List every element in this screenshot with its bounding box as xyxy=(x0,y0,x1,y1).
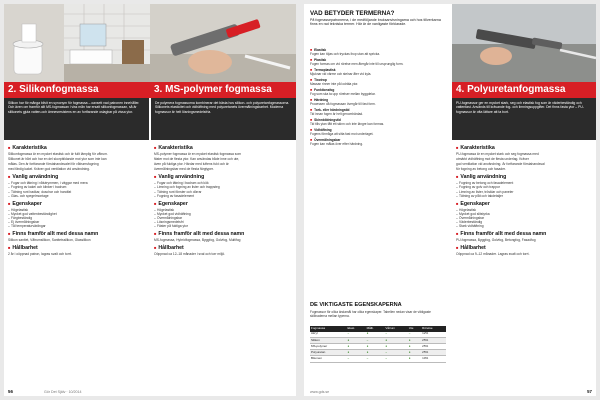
section-heading: ■ Hållbarhet xyxy=(8,244,145,252)
section-heading: ■ Karakteristika xyxy=(456,144,592,152)
bullet-item: – Fogning av kakel och klinker i badrum xyxy=(8,185,145,189)
panel4-intro: PU-fogmassor ger en mycket stark, seg och elastisk fog som är väderbeständig och vattenfast. Används till krävande fog- och limningsuppgifter. Det finns fasta ytor – PU-fogmassor är ofta lättare att ta bort. xyxy=(452,98,596,140)
body-line: Silikon sanitet, Våtrumsilikon, Sanitetssilikon, Glassilikon xyxy=(8,238,91,243)
table-cell: Akryl xyxy=(310,332,346,338)
panel2-intro: De polymera fogmassorna kombinerar det bästa hos silikon- och polyuretanfogmassorna. Silikonets elasticitet och vidhäftning med polyuretanets övermålningsbarhet. Moderna fogmassor är helt lösningsmedelsfria. xyxy=(151,98,296,140)
table-cell: 10% xyxy=(421,356,446,362)
table-header-cell: Fogmassa xyxy=(310,326,346,332)
table-cell: – xyxy=(384,332,407,338)
body-line: Oöppnad ca 12–18 månader i sval och torr miljö. xyxy=(154,252,226,257)
table-cell: ● xyxy=(346,350,365,356)
body-line: MS-polymer fogmassa är en mycket elastisk fogmassa som xyxy=(154,152,242,156)
bullet-item: – Fogning av fasadelement xyxy=(154,194,292,198)
panel2-heading: 3. MS-polymer fogmassa xyxy=(150,82,296,98)
table-cell: Silikon xyxy=(310,337,346,343)
bullet-item: – Högelastisk xyxy=(8,208,145,212)
glossary-definition: Massan rinner inte på lodräta ytor. xyxy=(310,82,359,86)
bullet-item: – Fogning av golv och trappor xyxy=(456,185,592,189)
bullet-item: – Ej övermålningsbar xyxy=(8,220,145,224)
table-header-cell: Elast. xyxy=(346,326,365,332)
table-cell: – xyxy=(346,356,365,362)
body-line: PU-fogmassa, Byggfog, Golvfog, Betongfog, Fasadfog xyxy=(456,238,536,243)
body-line: utmärkt vidhäftning mot de flesta underlag. Kräver xyxy=(456,157,529,162)
body-line: Oöppnad ca 9–12 månader. Lagras svalt och torrt. xyxy=(456,252,530,257)
body-line: målas. Den är fortfarande förstahandsvalet för våtrumsfogning xyxy=(8,162,99,167)
body-line: fäster mot de flesta ytor. Kan användas både inne och ute, xyxy=(154,157,240,162)
bullet-item: – Mycket god vattenbeständighet xyxy=(8,212,145,216)
bullet-item: – Lösningsmedelsfri xyxy=(154,220,292,224)
bullet-item: – Fogar och tätning i badrum och kök xyxy=(154,181,292,185)
glossary-term: ■ Övermålningsbar xyxy=(310,138,446,142)
table-cell: 12% xyxy=(421,332,446,338)
table-cell: ● xyxy=(346,337,365,343)
glossary-definition: Fogen kan töjas och tryckas ihop utan att spricka. xyxy=(310,52,380,56)
table-cell: ● xyxy=(408,343,421,349)
glossary-definition: Tid tills ytan fått ett skinn och inte längre kan formas. xyxy=(310,122,385,126)
bathroom-illustration xyxy=(4,4,150,86)
table-cell: ● xyxy=(384,337,407,343)
glossary-term: ■ Termoplastisk xyxy=(310,68,446,72)
glossary-term: ■ Plastisk xyxy=(310,58,446,62)
right-page xyxy=(304,4,596,396)
table-header-cell: Rörelse xyxy=(421,326,446,332)
table-cell: ● xyxy=(366,343,385,349)
section-heading: ■ Hållbarhet xyxy=(154,244,292,252)
section-heading: ■ Egenskaper xyxy=(8,200,145,208)
bullet-item: – Väderbeständig xyxy=(456,220,592,224)
section-heading: ■ Egenskaper xyxy=(456,200,592,208)
panel1-body xyxy=(8,142,145,386)
glossary-intro: På fogmassepatronerna, i de medföljande bruksanvisningarna och hos tillverkarna finns en rad tekniska termer. Här är de vanligaste förklarade. xyxy=(310,18,441,27)
bullet-item: – Mycket god vidhäftning xyxy=(154,212,292,216)
page-number-right: 57 xyxy=(587,389,592,394)
properties-table-intro: Fogmassor för olika ändamål har olika egenskaper. Tabellen nedan visar de viktigaste skillnaderna mellan typerna. xyxy=(310,310,431,318)
table-header-cell: Målb. xyxy=(366,326,385,332)
bathroom-photo xyxy=(4,4,150,86)
polyurethane-photo xyxy=(452,4,596,86)
bullet-item: – Övermålningsbar xyxy=(456,216,592,220)
page-number-left: 56 xyxy=(8,389,13,394)
panel4-heading: 4. Polyuretanfogmassa xyxy=(452,82,596,98)
caulking-gun-illustration xyxy=(150,4,296,86)
body-line: Silikonet är hårt och har en del skorpbildande mot ytor som inte kan xyxy=(8,157,107,162)
table-cell: ● xyxy=(366,350,385,356)
bullet-item: – Tätning av plåt och takdetaljer xyxy=(456,194,592,198)
glossary-column xyxy=(304,4,452,396)
glossary-term: ■ Tork- eller härdningstid xyxy=(310,108,446,112)
bullet-item: – Mycket god slitstyrka xyxy=(456,212,592,216)
body-line: Silikonfogmassa är en mycket elastisk och är fullt lämplig för våtrum. xyxy=(8,152,108,156)
body-line: MS-fogmassa, Hybridfogmassa, Byggfog, Golvfog, Multifog xyxy=(154,238,241,243)
table-cell: – xyxy=(384,350,407,356)
table-cell: – xyxy=(408,332,421,338)
glossary-definition: Mjuknar vid värme och stelnar åter vid kyla. xyxy=(310,72,372,76)
body-line: även på fuktiga ytor. Härdar med luftens fukt och är xyxy=(154,162,229,167)
section-heading: ■ Vanlig användning xyxy=(154,173,292,181)
glossary-definition: Processen då fogmassan övergår till fast form. xyxy=(310,102,376,106)
section-heading: ■ Hållbarhet xyxy=(456,244,592,252)
table-cell: Bitumen xyxy=(310,356,346,362)
table-cell: – xyxy=(366,337,385,343)
table-cell: 25% xyxy=(421,343,446,349)
table-row xyxy=(310,356,446,362)
panel4-body xyxy=(456,142,592,386)
glossary-term: ■ Elastisk xyxy=(310,48,446,52)
glossary-term: ■ Härdning xyxy=(310,98,446,102)
bullet-item: – Färgbeständig xyxy=(8,216,145,220)
table-header-cell: Våtrum xyxy=(384,326,407,332)
bullet-item: – Fogning av betong och fasadelement xyxy=(456,181,592,185)
bullet-item: – Limning och fogning av lister och trappsteg xyxy=(154,185,292,189)
polyurethane-illustration xyxy=(452,4,596,86)
section-heading: ■ Vanlig användning xyxy=(8,173,145,181)
bullet-item: – Tätning runt badkar, duschar och handfat xyxy=(8,190,145,194)
bullet-item: – Fogar och tätning i våtutrymmen, i väggar med mera xyxy=(8,181,145,185)
table-cell: ● xyxy=(346,343,365,349)
bullet-item: – Tätning runt fönster och dörrar xyxy=(154,190,292,194)
caulking-photo xyxy=(150,4,296,86)
table-cell: 25% xyxy=(421,337,446,343)
glossary-definition: Fogens förmåga att sitta fast mot underlaget. xyxy=(310,132,374,136)
glossary-term: ■ Funktionsfog xyxy=(310,88,446,92)
table-header-cell: Ute xyxy=(408,326,421,332)
table-cell: – xyxy=(346,332,365,338)
footer-right: www.gds.se xyxy=(310,390,330,394)
section-heading: ■ Karakteristika xyxy=(8,144,145,152)
table-cell: ● xyxy=(384,343,407,349)
table-cell: Polyuretan xyxy=(310,350,346,356)
body-line: för fogning av betong och fasader. xyxy=(456,167,506,172)
body-line: 2 år i oöppnad patron, lagras svalt och torrt. xyxy=(8,252,72,257)
bullet-item: – Tål temperaturväxlingar xyxy=(8,224,145,228)
panel1-intro: Silikon har för många blivit en synonym för fogmassa – oavsett vad patronen innehåller. Och även om framför allt MS-fogmassan i viss mån har ersatt silikonfogmassan, så är silikonets gjuta vatten-och ämnesresistens en av fortfarande oslagbar på vissa ytor. xyxy=(4,98,149,140)
table-cell: ● xyxy=(408,350,421,356)
bullet-item: – Högelastisk xyxy=(154,208,292,212)
bullet-item: – Glas- och spegelmontage xyxy=(8,194,145,198)
glossary-title: VAD BETYDER TERMERNA? xyxy=(310,10,395,17)
body-line: övermålningsbar med de flesta färgtyper. xyxy=(154,167,214,172)
glossary-definition: Fogen kan målas över efter härdning. xyxy=(310,142,363,146)
glossary-definition: Tid innan fogen är helt genomhärdad. xyxy=(310,112,364,116)
bullet-item: – Fäster på fuktiga ytor xyxy=(154,224,292,228)
footer-left: Gör Det Själv · 10/2014 xyxy=(44,390,82,394)
bullet-item: – Stark vidhäftning xyxy=(456,224,592,228)
section-heading: ■ Karakteristika xyxy=(154,144,292,152)
table-cell: – xyxy=(366,356,385,362)
glossary-term: ■ Skinnbildningstid xyxy=(310,118,446,122)
panel1-heading: 2. Silikonfogmassa xyxy=(4,82,150,98)
table-cell: ● xyxy=(408,337,421,343)
glossary-list xyxy=(310,46,446,146)
table-cell: ● xyxy=(366,332,385,338)
section-heading: ■ Egenskaper xyxy=(154,200,292,208)
section-heading: ■ Finns framför allt med dessa namn xyxy=(456,230,592,238)
section-heading: ■ Finns framför allt med dessa namn xyxy=(154,230,292,238)
section-heading: ■ Vanlig användning xyxy=(456,173,592,181)
body-line: god ventilation vid användning. Är fortfarande förstahandsval xyxy=(456,162,545,167)
bullet-item: – Övermålningsbar xyxy=(154,216,292,220)
properties-table xyxy=(310,326,446,363)
table-cell: MS-polymer xyxy=(310,343,346,349)
table-cell: 25% xyxy=(421,350,446,356)
properties-table-title: DE VIKTIGASTE EGENSKAPERNA xyxy=(310,302,402,308)
table-cell: – xyxy=(384,356,407,362)
glossary-term: ■ Vidhäftning xyxy=(310,128,446,132)
table-cell: ● xyxy=(408,356,421,362)
glossary-term: ■ Tixotrop xyxy=(310,78,446,82)
panel2-body xyxy=(154,142,292,386)
section-heading: ■ Finns framför allt med dessa namn xyxy=(8,230,145,238)
glossary-definition: Fog som ska ta upp rörelser mellan byggdelar. xyxy=(310,92,376,96)
body-line: med färdig kakel. Kräver god ventilation vid användning. xyxy=(8,167,90,172)
left-page xyxy=(4,4,296,396)
glossary-definition: Fogen formas om vid rörelse men återgår inte till ursprunglig form. xyxy=(310,62,404,66)
body-line: PU-fogmassa är en mycket stark och seg fogmassa med xyxy=(456,152,539,156)
bullet-item: – Högelastisk xyxy=(456,208,592,212)
bullet-item: – Limning av lister, trösklar och paneler xyxy=(456,190,592,194)
